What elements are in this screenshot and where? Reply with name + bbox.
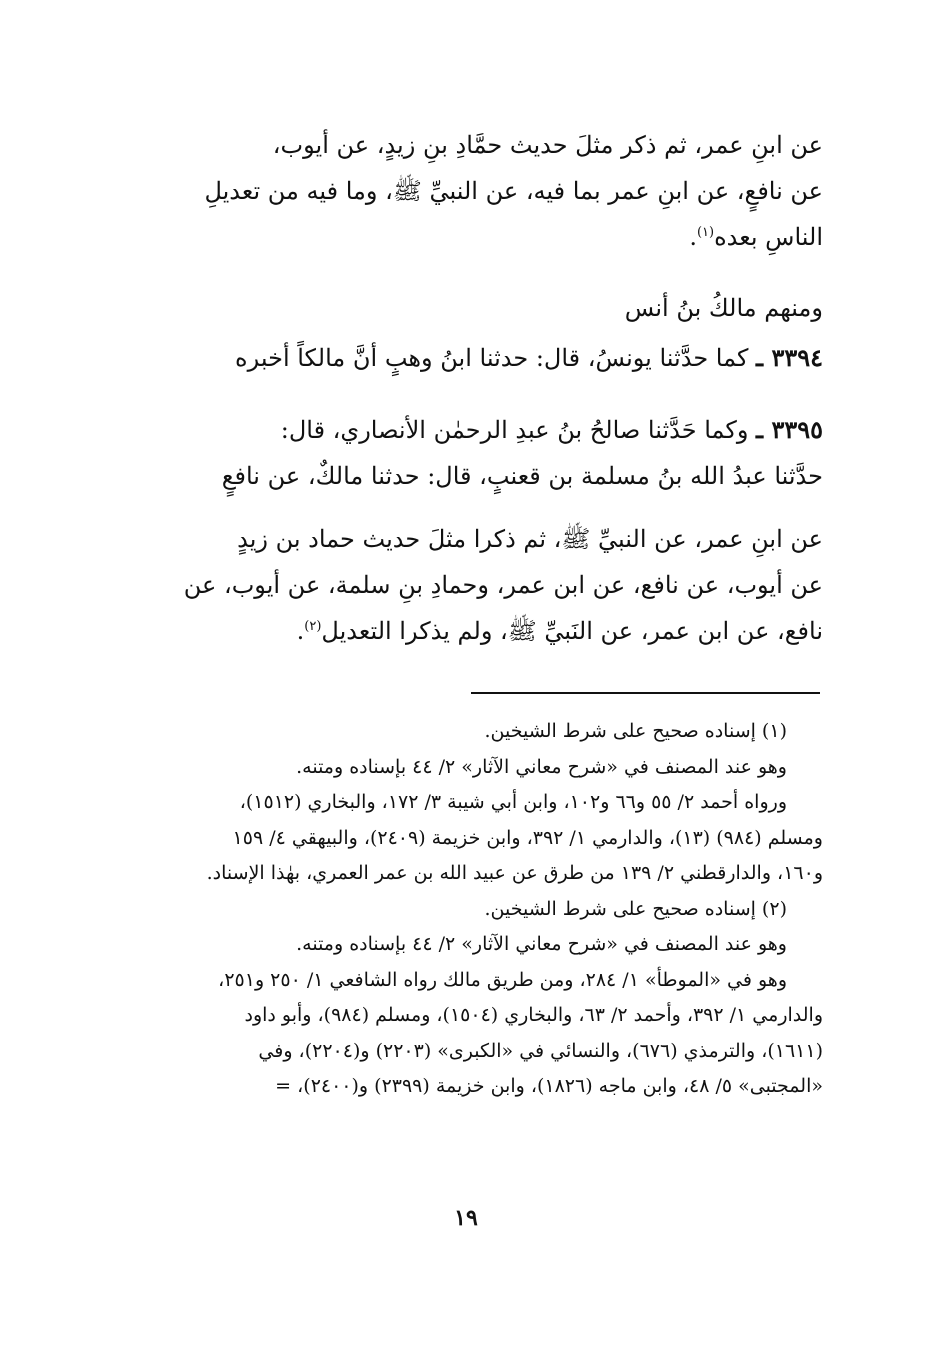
- text-line: [118, 608, 823, 654]
- hadith-3394: [118, 335, 823, 381]
- footnote-line: «المجتبى» ٥/ ٤٨، وابن ماجه (١٨٢٦)، وابن خزيمة (٢٣٩٩) و(٢٤٠٠)، =: [275, 1075, 823, 1097]
- footnote-line: والدارمي ١/ ٣٩٢، وأحمد ٢/ ٦٣، والبخاري (١٥٠٤)، ومسلم (٩٨٤)، وأبو داود: [244, 1004, 823, 1026]
- text-span: الناسِ بعده: [714, 223, 823, 251]
- footnotes: [118, 714, 823, 1105]
- text-line: عن ابنِ عمر، ثم ذكر مثلَ حديث حمَّادِ بنِ زيدٍ، عن أيوب،: [272, 131, 823, 159]
- footnote-line: (٢) إسناده صحيح على شرط الشيخين.: [484, 897, 787, 920]
- hadith-3395: [118, 407, 823, 499]
- paragraph-2: [118, 285, 823, 331]
- text-span: نافع، عن ابن عمر، عن النَبيِّ ﷺ، ولم يذكرا التعديل: [321, 617, 823, 645]
- footnote-line: وهو في «الموطأ» ١/ ٢٨٤، ومن طريق مالك رواه الشافعي ١/ ٢٥٠ و٢٥١،: [218, 968, 787, 991]
- text-line: حدَّثنا عبدُ الله بنُ مسلمة بن قعنبٍ، قال: حدثنا مالكٌ، عن نافعٍ: [221, 462, 823, 490]
- footnote-line: (١) إسناده صحيح على شرط الشيخين.: [484, 720, 787, 742]
- page-number: ١٩: [454, 1205, 478, 1231]
- footnote-line: وهو عند المصنف في «شرح معاني الآثار» ٢/ ٤٤ بإسناده ومتنه.: [296, 933, 787, 955]
- footnote-reference-2[interactable]: (٢): [304, 619, 322, 634]
- text-span: كما حدَّثنا يونسُ، قال: حدثنا ابنُ وهبٍ أنَّ مالكاً أخبره: [235, 344, 749, 372]
- text-line: [118, 214, 823, 260]
- text-line: عن أيوب، عن نافع، عن ابن عمر، وحمادِ بنِ سلمة، عن أيوب، عن: [183, 571, 823, 599]
- footnote-reference-1[interactable]: (١): [696, 225, 715, 240]
- text-line: عن ابنِ عمر، عن النبيِّ ﷺ، ثم ذكرا مثلَ حديث حماد بن زيدٍ: [237, 525, 823, 553]
- footnote-line: ورواه أحمد ٢/ ٥٥ و٦٦ و١٠٢، وابن أبي شيبة ٣/ ١٧٢، والبخاري (١٥١٢)،: [239, 791, 787, 813]
- text-span: وكما حَدَّثنا صالحُ بنُ عبدِ الرحمٰن الأنصاري، قال:: [280, 416, 749, 444]
- sentence-end: .: [296, 617, 305, 645]
- hadith-number: ٣٣٩٥ ـ: [756, 415, 823, 444]
- sentence-end: .: [689, 223, 697, 251]
- footnote-separator: [471, 692, 820, 694]
- paragraph-1: [118, 122, 823, 260]
- footnote-line: (١٦١١)، والترمذي (٦٧٦)، والنسائي في «الكبرى» (٢٢٠٣) و(٢٢٠٤)، وفي: [258, 1039, 823, 1062]
- text-line: ومنهم مالكُ بنُ أنس: [624, 294, 823, 322]
- footnote-line: ومسلم (٩٨٤) (١٣)، والدارمي ١/ ٣٩٢، وابن خزيمة (٢٤٠٩)، والبيهقي ٤/ ١٥٩: [232, 826, 823, 849]
- text-line: [118, 407, 823, 453]
- text-line: [118, 335, 823, 381]
- footnote-line: و١٦٠، والدارقطني ٢/ ١٣٩ من طرق عن عبيد الله بن عمر العمري، بهٰذا الإسناد.: [206, 862, 823, 884]
- hadith-number: ٣٣٩٤ ـ: [756, 343, 823, 372]
- text-line: عن نافعٍ، عن ابنِ عمر بما فيه، عن النبيِّ ﷺ، وما فيه من تعديلِ: [204, 177, 823, 205]
- footnote-line: وهو عند المصنف في «شرح معاني الآثار» ٢/ ٤٤ بإسناده ومتنه.: [296, 755, 787, 778]
- paragraph-5: [118, 516, 823, 654]
